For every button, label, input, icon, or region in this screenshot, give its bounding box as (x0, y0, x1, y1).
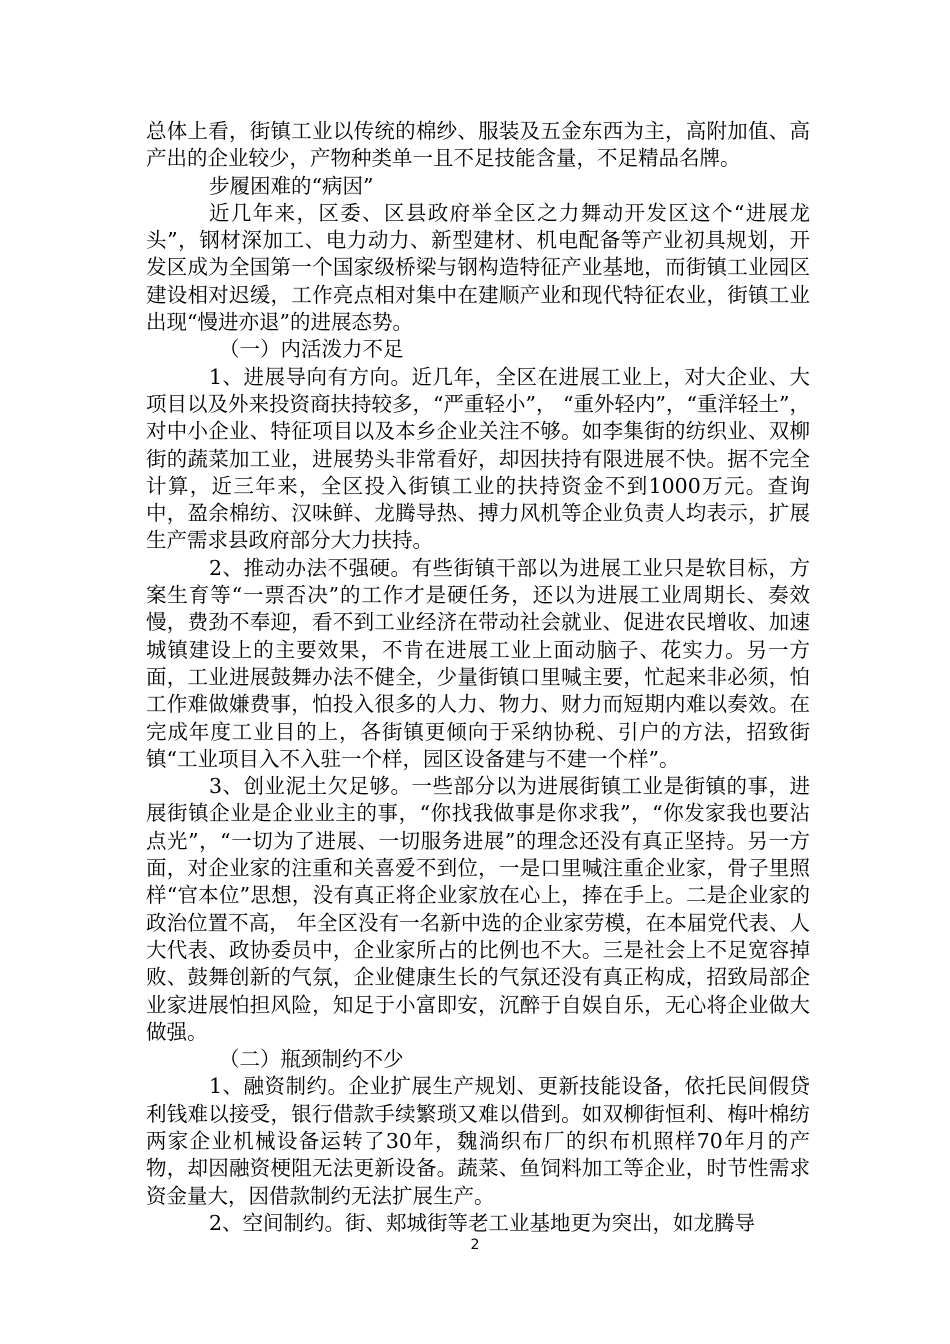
paragraph-financing: 1、融资制约。企业扩展生产规划、更新技能设备，依托民间假贷利钱难以接受，银行借款手续繁琐又难以借到。如双柳街恒利、梅叶棉纺两家企业机械设备运转了30年，魏淌织布厂的织布机照样70年月的产物，却因融资梗阻无法更新设备。蔬菜、鱼饲料加工等企业，时节性需求资金量大，因借款制约无法扩展生产。 (146, 1074, 810, 1208)
document-body (146, 118, 810, 1237)
paragraph-point-2: 2、推动办法不强硬。有些街镇干部以为进展工业只是软目标，方案生育等“一票否决”的工作才是硬任务，还以为进展工业周期长、奏效慢，费劲不奉迎，看不到工业经济在带动社会就业、促进农民增收、加速城镇建设上的主要效果，不肯在进展工业上面动脑子、花实力。另一方面，工业进展鼓舞办法不健全，少量街镇口里喊主要，忙起来非必须，怕工作难做嫌费事，怕投入很多的人力、物力、财力而短期内难以奏效。在完成年度工业目的上，各街镇更倾向于采纳协税、引户的方法，招致街镇“工业项目入不入驻一个样，园区设备建与不建一个样”。 (146, 555, 810, 771)
subheading-bottlenecks: （二）瓶颈制约不少 (219, 1047, 404, 1072)
paragraph-point-3: 3、创业泥土欠足够。一些部分以为进展街镇工业是街镇的事，进展街镇企业是企业业主的事，“你找我做事是你求我”，“你发家我也要沾点光”，“一切为了进展、一切服务进展”的理念还没有真正坚持。另一方面，对企业家的注重和关喜爱不到位，一是口里喊注重企业家，骨子里照样“官本位”思想，没有真正将企业家放在心上，捧在手上。二是企业家的政治位置不高， 年全区没有一名新中选的企业家劳模，在本届党代表、人大代表、政协委员中，企业家所占的比例也不大。三是社会上不足宽容掉败、鼓舞创新的气氛，企业健康生长的气氛还没有真正构成，招致局部企业家进展怕担风险，知足于小富即安，沉醉于自娱自乐，无心将企业做大做强。 (146, 774, 810, 1044)
subheading-internal-vitality: （一）内活泼力不足 (219, 337, 404, 362)
paragraph-intro: 近几年来，区委、区县政府举全区之力舞动开发区这个“进展龙头”，钢材深加工、电力动力、新型建材、机电配备等产业初具规划，开发区成为全国第一个国家级桥梁与钢构造特征产业基地，而街镇工业园区建设相对迟缓，工作亮点相对集中在建顺产业和现代特征农业，街镇工业出现“慢进亦退”的进展态势。 (146, 200, 810, 335)
page-number: 2 (470, 1237, 480, 1253)
paragraph-point-1: 1、进展导向有方向。近几年，全区在进展工业上，对大企业、大项目以及外来投资商扶持较多，“严重轻小”， “重外轻内”，“重洋轻土”，对中小企业、特征项目以及本乡企业关注不够。如李集街的纺织业、双柳街的蔬菜加工业，进展势头非常看好，却因扶持有限进展不快。据不完全计算，近三年来，全区投入街镇工业的扶持资金不到1000万元。查询中，盈余棉纺、汉味鲜、龙腾导热、搏力风机等企业负责人均表示，扩展生产需求县政府部分大力扶持。 (146, 364, 810, 553)
section-heading-causes: 步履困难的“病因” (209, 173, 374, 198)
paragraph-continuation: 总体上看，街镇工业以传统的棉纱、服装及五金东西为主，高附加值、高产出的企业较少，产物种类单一且不足技能含量，不足精品名牌。 (146, 119, 810, 171)
paragraph-space: 2、空间制约。街、郏城街等老工业基地更为突出，如龙腾导 (209, 1210, 756, 1235)
